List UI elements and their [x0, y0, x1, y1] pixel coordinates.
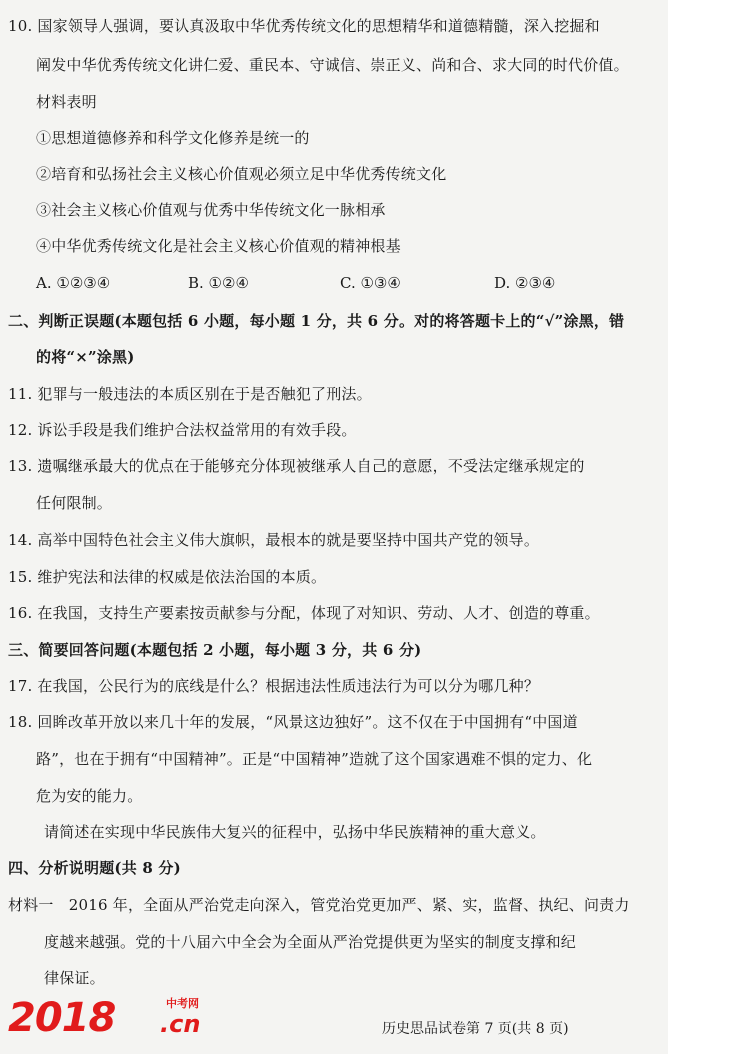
q16: 16. 在我国，支持生产要素按贡献参与分配，体现了对知识、劳动、人才、创造的尊重。: [8, 604, 600, 622]
q15: 15. 维护宪法和法律的权威是依法治国的本质。: [8, 568, 327, 586]
q18-line3: 危为安的能力。: [36, 787, 143, 805]
material1-line1: 材料一 2016 年，全面从严治党走向深入，管党治党更加严、紧、实，监督、执纪、问责力: [8, 896, 630, 914]
q10-option-a: A. ①②③④: [36, 274, 111, 292]
q10-line3: 材料表明: [36, 93, 97, 111]
logo-domain: .cn: [160, 1010, 201, 1038]
q18-prompt: 请简述在实现中华民族伟大复兴的征程中，弘扬中华民族精神的重大意义。: [44, 823, 546, 841]
page-footer: 历史思品试卷第 7 页(共 8 页): [382, 1021, 569, 1037]
logo-tag: 中考网: [166, 997, 199, 1010]
site-logo: [8, 996, 208, 1040]
q10-option-d: D. ②③④: [494, 274, 556, 292]
q10-line2: 阐发中华优秀传统文化讲仁爱、重民本、守诚信、崇正义、尚和合、求大同的时代价值。: [36, 56, 629, 74]
q18-line2: 路”，也在于拥有“中国精神”。正是“中国精神”造就了这个国家遇难不惧的定力、化: [36, 750, 593, 768]
q10-item1: ①思想道德修养和科学文化修养是统一的: [36, 129, 310, 147]
q10-item3: ③社会主义核心价值观与优秀中华传统文化一脉相承: [36, 201, 386, 219]
q13-line2: 任何限制。: [36, 494, 113, 512]
q10-line1: 10. 国家领导人强调，要认真汲取中华优秀传统文化的思想精华和道德精髓，深入挖掘和: [8, 17, 600, 35]
q13-line1: 13. 遗嘱继承最大的优点在于能够充分体现被继承人自己的意愿，不受法定继承规定的: [8, 457, 585, 475]
material1-line3: 律保证。: [44, 969, 105, 987]
section3-heading: 三、简要回答问题(本题包括 2 小题，每小题 3 分，共 6 分): [8, 641, 422, 659]
page-margin: [668, 0, 738, 1054]
q14: 14. 高举中国特色社会主义伟大旗帜，最根本的就是要坚持中国共产党的领导。: [8, 531, 540, 549]
q12: 12. 诉讼手段是我们维护合法权益常用的有效手段。: [8, 421, 357, 439]
q18-line1: 18. 回眸改革开放以来几十年的发展，“风景这边独好”。这不仅在于中国拥有“中国道: [8, 713, 578, 731]
q17: 17. 在我国，公民行为的底线是什么？根据违法性质违法行为可以分为哪几种？: [8, 677, 540, 695]
q10-item4: ④中华优秀传统文化是社会主义核心价值观的精神根基: [36, 237, 401, 255]
section2-heading-line1: 二、判断正误题(本题包括 6 小题，每小题 1 分，共 6 分。对的将答题卡上的“√”涂黑，错: [8, 312, 625, 330]
logo-number: 2018: [8, 995, 116, 1041]
q10-option-c: C. ①③④: [340, 274, 401, 292]
q10-item2: ②培育和弘扬社会主义核心价值观必须立足中华优秀传统文化: [36, 165, 447, 183]
q11: 11. 犯罪与一般违法的本质区别在于是否触犯了刑法。: [8, 385, 372, 403]
section4-heading: 四、分析说明题(共 8 分): [8, 859, 181, 877]
material1-line2: 度越来越强。党的十八届六中全会为全面从严治党提供更为坚实的制度支撑和纪: [44, 933, 577, 951]
section2-heading-line2: 的将“×”涂黑): [36, 348, 135, 366]
q10-option-b: B. ①②④: [188, 274, 249, 292]
